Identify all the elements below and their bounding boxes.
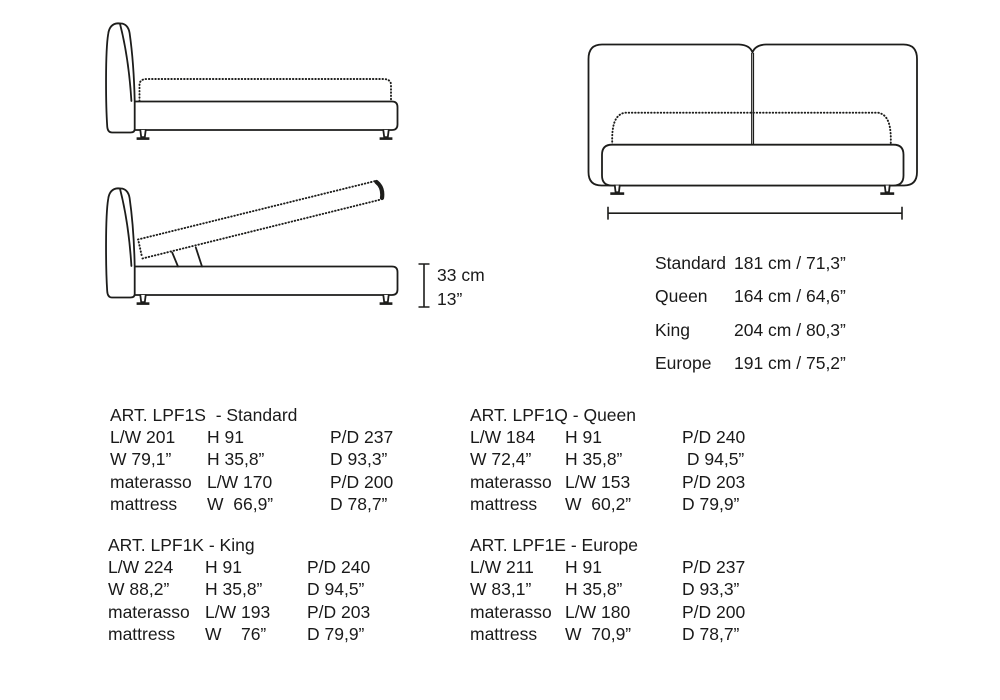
spec-cell: W 66,9” xyxy=(207,493,274,514)
spec-cell: L/W 170 xyxy=(207,471,273,492)
spec-cell: D 78,7” xyxy=(330,493,388,514)
spec-cell: H 91 xyxy=(565,557,602,578)
spec-cell: W 88,2” xyxy=(108,579,170,600)
lid-hinge-dotted xyxy=(139,242,142,256)
width-option-row xyxy=(655,319,846,352)
spec-table-grid xyxy=(110,426,393,515)
headboard xyxy=(106,188,135,297)
spec-cell: H 91 xyxy=(207,427,244,448)
spec-table-grid xyxy=(470,556,745,645)
spec-cell: H 35,8” xyxy=(205,579,263,600)
size-value: 191 cm / 75,2” xyxy=(734,353,846,374)
spec-cell: L/W 224 xyxy=(108,557,174,578)
size-name: Europe xyxy=(655,353,712,374)
headboard xyxy=(106,23,135,132)
spec-cell: mattress xyxy=(110,493,178,514)
spec-cell: W 60,2” xyxy=(565,493,632,514)
spec-cell: L/W 201 xyxy=(110,427,176,448)
size-name: Standard xyxy=(655,253,727,273)
spec-cell: L/W 184 xyxy=(470,427,536,448)
bed-leg xyxy=(885,186,890,193)
size-value: 181 cm / 71,3” xyxy=(734,253,846,273)
spec-cell: mattress xyxy=(470,493,538,514)
height-dimension-metric: 33 cm xyxy=(437,265,485,285)
spec-table-grid xyxy=(470,426,745,515)
width-options-list xyxy=(655,252,846,386)
spec-cell: P/D 203 xyxy=(307,601,371,622)
spec-cell: P/D 203 xyxy=(682,471,746,492)
spec-table-title: ART. LPF1E - Europe xyxy=(470,535,638,555)
spec-table-title: ART. LPF1Q - Queen xyxy=(470,405,637,425)
spec-cell: P/D 237 xyxy=(330,427,394,448)
width-dimension-line xyxy=(608,207,902,220)
spec-cell: W 72,4” xyxy=(470,449,532,470)
spec-cell: mattress xyxy=(470,623,538,644)
bed-base xyxy=(133,102,398,139)
spec-cell: L/W 153 xyxy=(565,471,631,492)
lift-strut xyxy=(196,248,202,267)
bed-leg xyxy=(615,186,620,193)
spec-table-title: ART. LPF1K - King xyxy=(108,535,255,555)
spec-cell: materasso xyxy=(110,471,192,492)
bed-base xyxy=(133,267,398,304)
spec-cell: P/D 240 xyxy=(307,557,371,578)
spec-cell: H 35,8” xyxy=(207,449,265,470)
spec-table-king xyxy=(108,534,370,645)
lid-edge xyxy=(377,182,383,198)
spec-cell: H 35,8” xyxy=(565,449,623,470)
spec-cell: D 94,5” xyxy=(682,449,745,470)
size-name: Queen xyxy=(655,286,708,307)
height-dimension-bar xyxy=(419,264,430,307)
spec-cell: D 93,3” xyxy=(682,579,740,600)
size-name: King xyxy=(655,319,691,340)
spec-cell: W 79,1” xyxy=(110,449,172,470)
spec-table-europe xyxy=(470,534,745,645)
size-value: 204 cm / 80,3” xyxy=(734,319,846,340)
spec-cell: materasso xyxy=(108,601,190,622)
height-dimension-imperial: 13” xyxy=(437,289,463,309)
spec-cell: H 91 xyxy=(565,427,602,448)
spec-cell: D 78,7” xyxy=(682,623,740,644)
spec-table-title: ART. LPF1S - Standard xyxy=(110,405,298,425)
spec-cell: L/W 180 xyxy=(565,601,631,622)
spec-cell: D 94,5” xyxy=(307,579,365,600)
spec-table-queen xyxy=(470,404,745,515)
spec-cell: H 91 xyxy=(205,557,242,578)
spec-cell: L/W 193 xyxy=(205,601,271,622)
spec-cell: P/D 237 xyxy=(682,557,746,578)
side-view-closed-drawing xyxy=(106,23,397,138)
spec-cell: materasso xyxy=(470,471,552,492)
spec-cell: materasso xyxy=(470,601,552,622)
spec-cell: L/W 211 xyxy=(470,557,534,578)
spec-cell: W 70,9” xyxy=(565,623,632,644)
lift-strut xyxy=(172,253,178,267)
bed-base xyxy=(602,145,904,186)
side-view-open-drawing xyxy=(106,181,397,304)
size-value: 164 cm / 64,6” xyxy=(734,286,846,307)
spec-cell: D 93,3” xyxy=(330,449,388,470)
width-option-row xyxy=(655,252,846,285)
spec-table-grid xyxy=(108,556,370,645)
spec-cell: W 76” xyxy=(205,623,267,644)
width-option-row xyxy=(655,352,846,385)
spec-cell: P/D 200 xyxy=(330,471,394,492)
mattress-outline-dotted xyxy=(140,79,392,101)
width-option-row xyxy=(655,285,846,318)
spec-cell: P/D 240 xyxy=(682,427,746,448)
spec-cell: H 35,8” xyxy=(565,579,623,600)
spec-cell: P/D 200 xyxy=(682,601,746,622)
spec-cell: D 79,9” xyxy=(307,623,365,644)
spec-cell: mattress xyxy=(108,623,176,644)
spec-cell: D 79,9” xyxy=(682,493,740,514)
front-view-drawing xyxy=(589,45,918,220)
spec-cell: W 83,1” xyxy=(470,579,532,600)
spec-table-standard xyxy=(110,404,393,515)
